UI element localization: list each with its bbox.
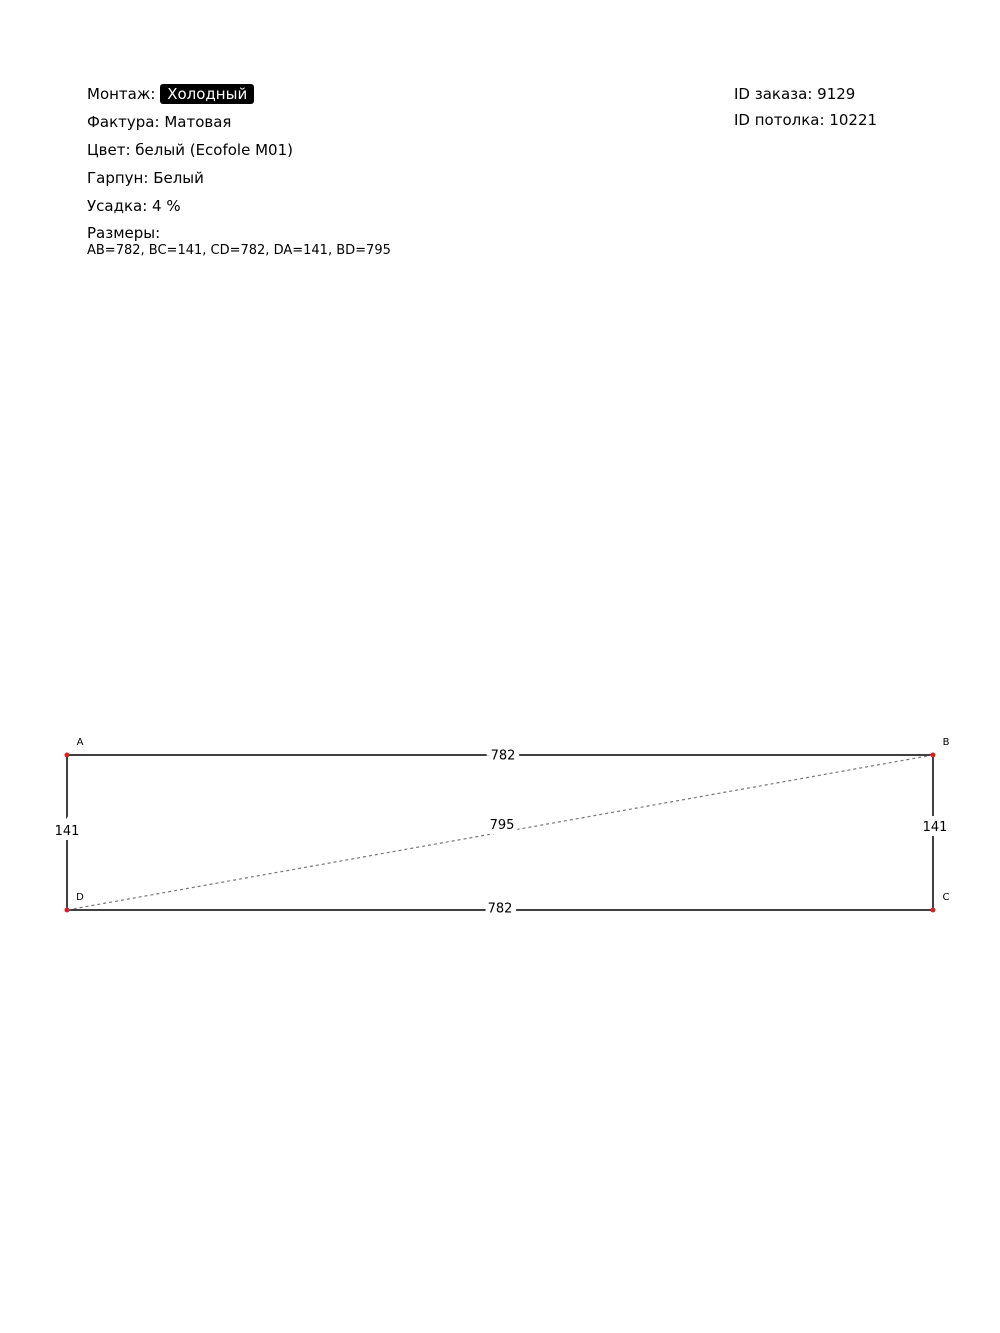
edge-label-a-b: 782: [490, 748, 516, 764]
vertex-c: [931, 908, 936, 913]
harpoon-value: Белый: [153, 169, 204, 187]
vertex-label-d: D: [76, 892, 84, 903]
edge-label-b-d: 795: [489, 818, 515, 833]
ceiling-id-value: 10221: [829, 111, 878, 129]
color-value: белый (Ecofole M01): [135, 141, 293, 159]
harpoon-label: Гарпун:: [87, 169, 149, 187]
order-id-value: 9129: [817, 85, 856, 103]
shrink-value: 4 %: [152, 197, 181, 215]
order-id-label: ID заказа:: [734, 85, 813, 103]
color-label: Цвет:: [87, 141, 131, 159]
texture-value: Матовая: [164, 113, 232, 131]
vertex-d: [65, 908, 70, 913]
vertex-label-a: A: [76, 737, 84, 748]
texture-label: Фактура:: [87, 113, 160, 131]
ceiling-id-label: ID потолка:: [734, 111, 825, 129]
vertex-label-b: B: [942, 737, 950, 748]
sizes-value: AB=782, BC=141, CD=782, DA=141, BD=795: [87, 243, 391, 258]
mount-badge: Холодный: [160, 84, 254, 104]
vertex-a: [65, 753, 70, 758]
vertex-b: [931, 753, 936, 758]
edge-label-d-a: 141: [54, 824, 80, 839]
mount-label: Монтаж:: [87, 85, 156, 103]
edge-label-c-d: 782: [487, 901, 513, 917]
sizes-label: Размеры:: [87, 224, 161, 242]
shrink-label: Усадка:: [87, 197, 148, 215]
edge-label-b-c: 141: [922, 820, 948, 835]
vertex-label-c: C: [942, 892, 950, 903]
